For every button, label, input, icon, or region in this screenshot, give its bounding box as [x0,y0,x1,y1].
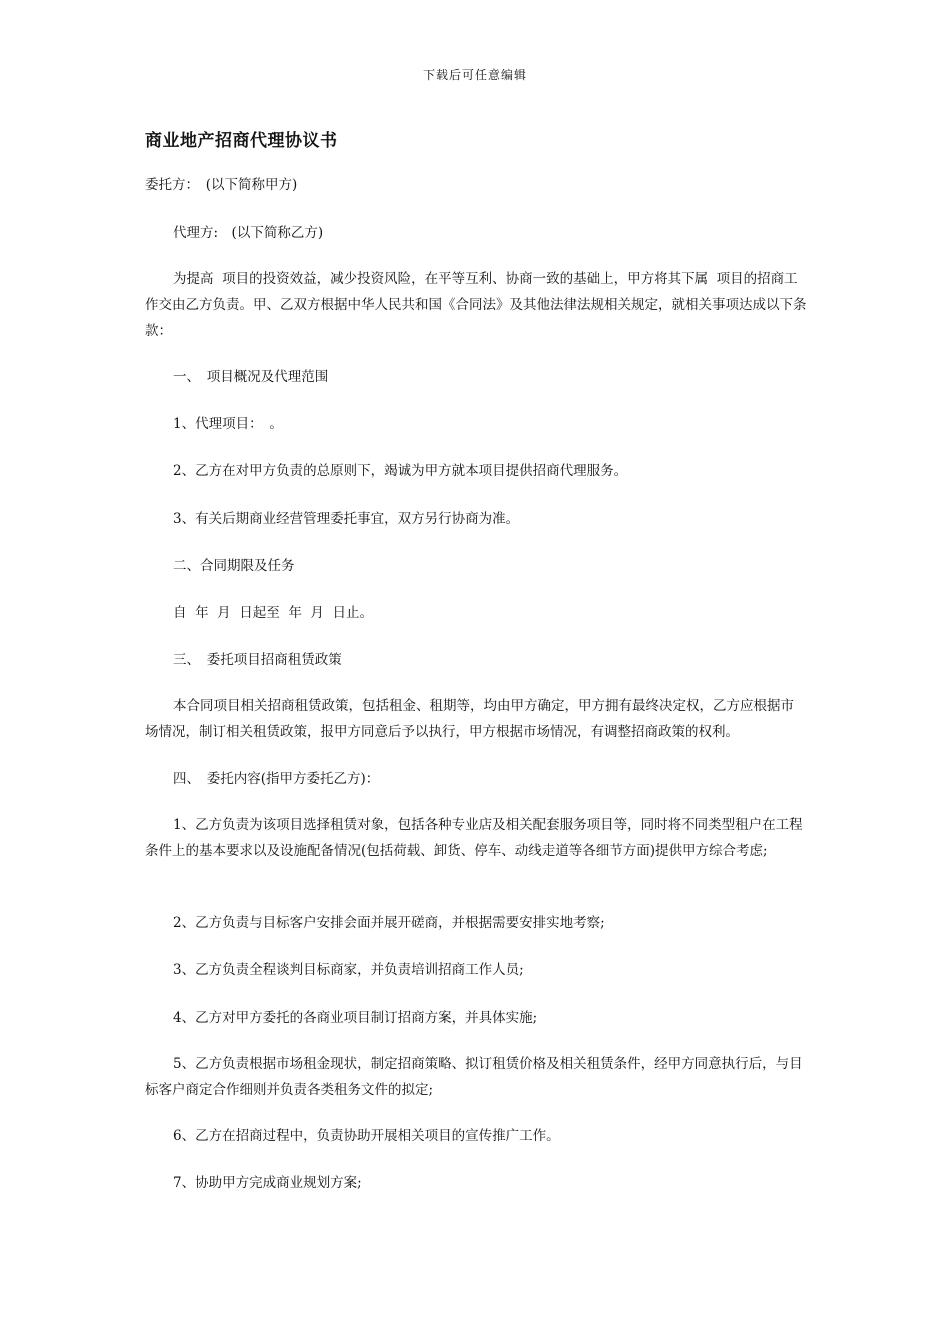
clause-4-4: 4、乙方对甲方委托的各商业项目制订招商方案，并具体实施; [173,1010,538,1026]
document-title: 商业地产招商代理协议书 [145,131,338,151]
paragraph-agent: 代理方: (以下简称乙方) [173,225,324,241]
clause-4-1: 1、乙方负责为该项目选择租赁对象，包括各种专业店及相关配套服务项目等，同时将不同类型租户在工程条件上的基本要求以及设施配备情况(包括荷载、卸货、停车、动线走道等各细节方面)提供甲方综合考虑; [145,817,803,859]
leasing-policy: 本合同项目相关招商租赁政策，包括租金、租期等，均由甲方确定，甲方拥有最终决定权，乙方应根据市场情况，制订相关租赁政策，报甲方同意后予以执行，甲方根据市场情况，有调整招商政策的权利。 [145,698,794,740]
paragraph-preamble: 为提高 项目的投资效益，减少投资风险，在平等互利、协商一致的基础上，甲方将其下属 项目的招商工作交由乙方负责。甲、乙双方根据中华人民共和国《合同法》及其他法律法规相关规定，就相关事项达成以下条款： [145,271,807,339]
clause-4-2: 2、乙方负责与目标客户安排会面并展开磋商，并根据需要安排实地考察; [173,915,605,931]
contract-term: 自 年 月 日起至 年 月 日止。 [173,605,373,621]
section-heading-2: 二、合同期限及任务 [173,558,295,574]
clause-1-1: 1、代理项目： 。 [173,416,283,432]
clause-4-7: 7、协助甲方完成商业规划方案; [173,1175,362,1191]
clause-1-3: 3、有关后期商业经营管理委托事宜，双方另行协商为准。 [173,511,520,527]
header-note: 下载后可任意编辑 [422,68,527,82]
paragraph-client: 委托方： (以下简称甲方) [145,177,298,193]
section-heading-1: 一、 项目概况及代理范围 [173,369,329,385]
clause-4-5: 5、乙方负责根据市场租金现状，制定招商策略、拟订租赁价格及相关租赁条件，经甲方同意执行后，与目标客户商定合作细则并负责各类租务文件的拟定; [145,1056,803,1098]
clause-4-3: 3、乙方负责全程谈判目标商家，并负责培训招商工作人员; [173,962,524,978]
clause-4-6: 6、乙方在招商过程中，负责协助开展相关项目的宣传推广工作。 [173,1128,560,1144]
clause-1-2: 2、乙方在对甲方负责的总原则下，竭诚为甲方就本项目提供招商代理服务。 [173,463,628,479]
section-heading-4: 四、 委托内容(指甲方委托乙方)： [173,771,380,787]
section-heading-3: 三、 委托项目招商租赁政策 [173,652,342,668]
